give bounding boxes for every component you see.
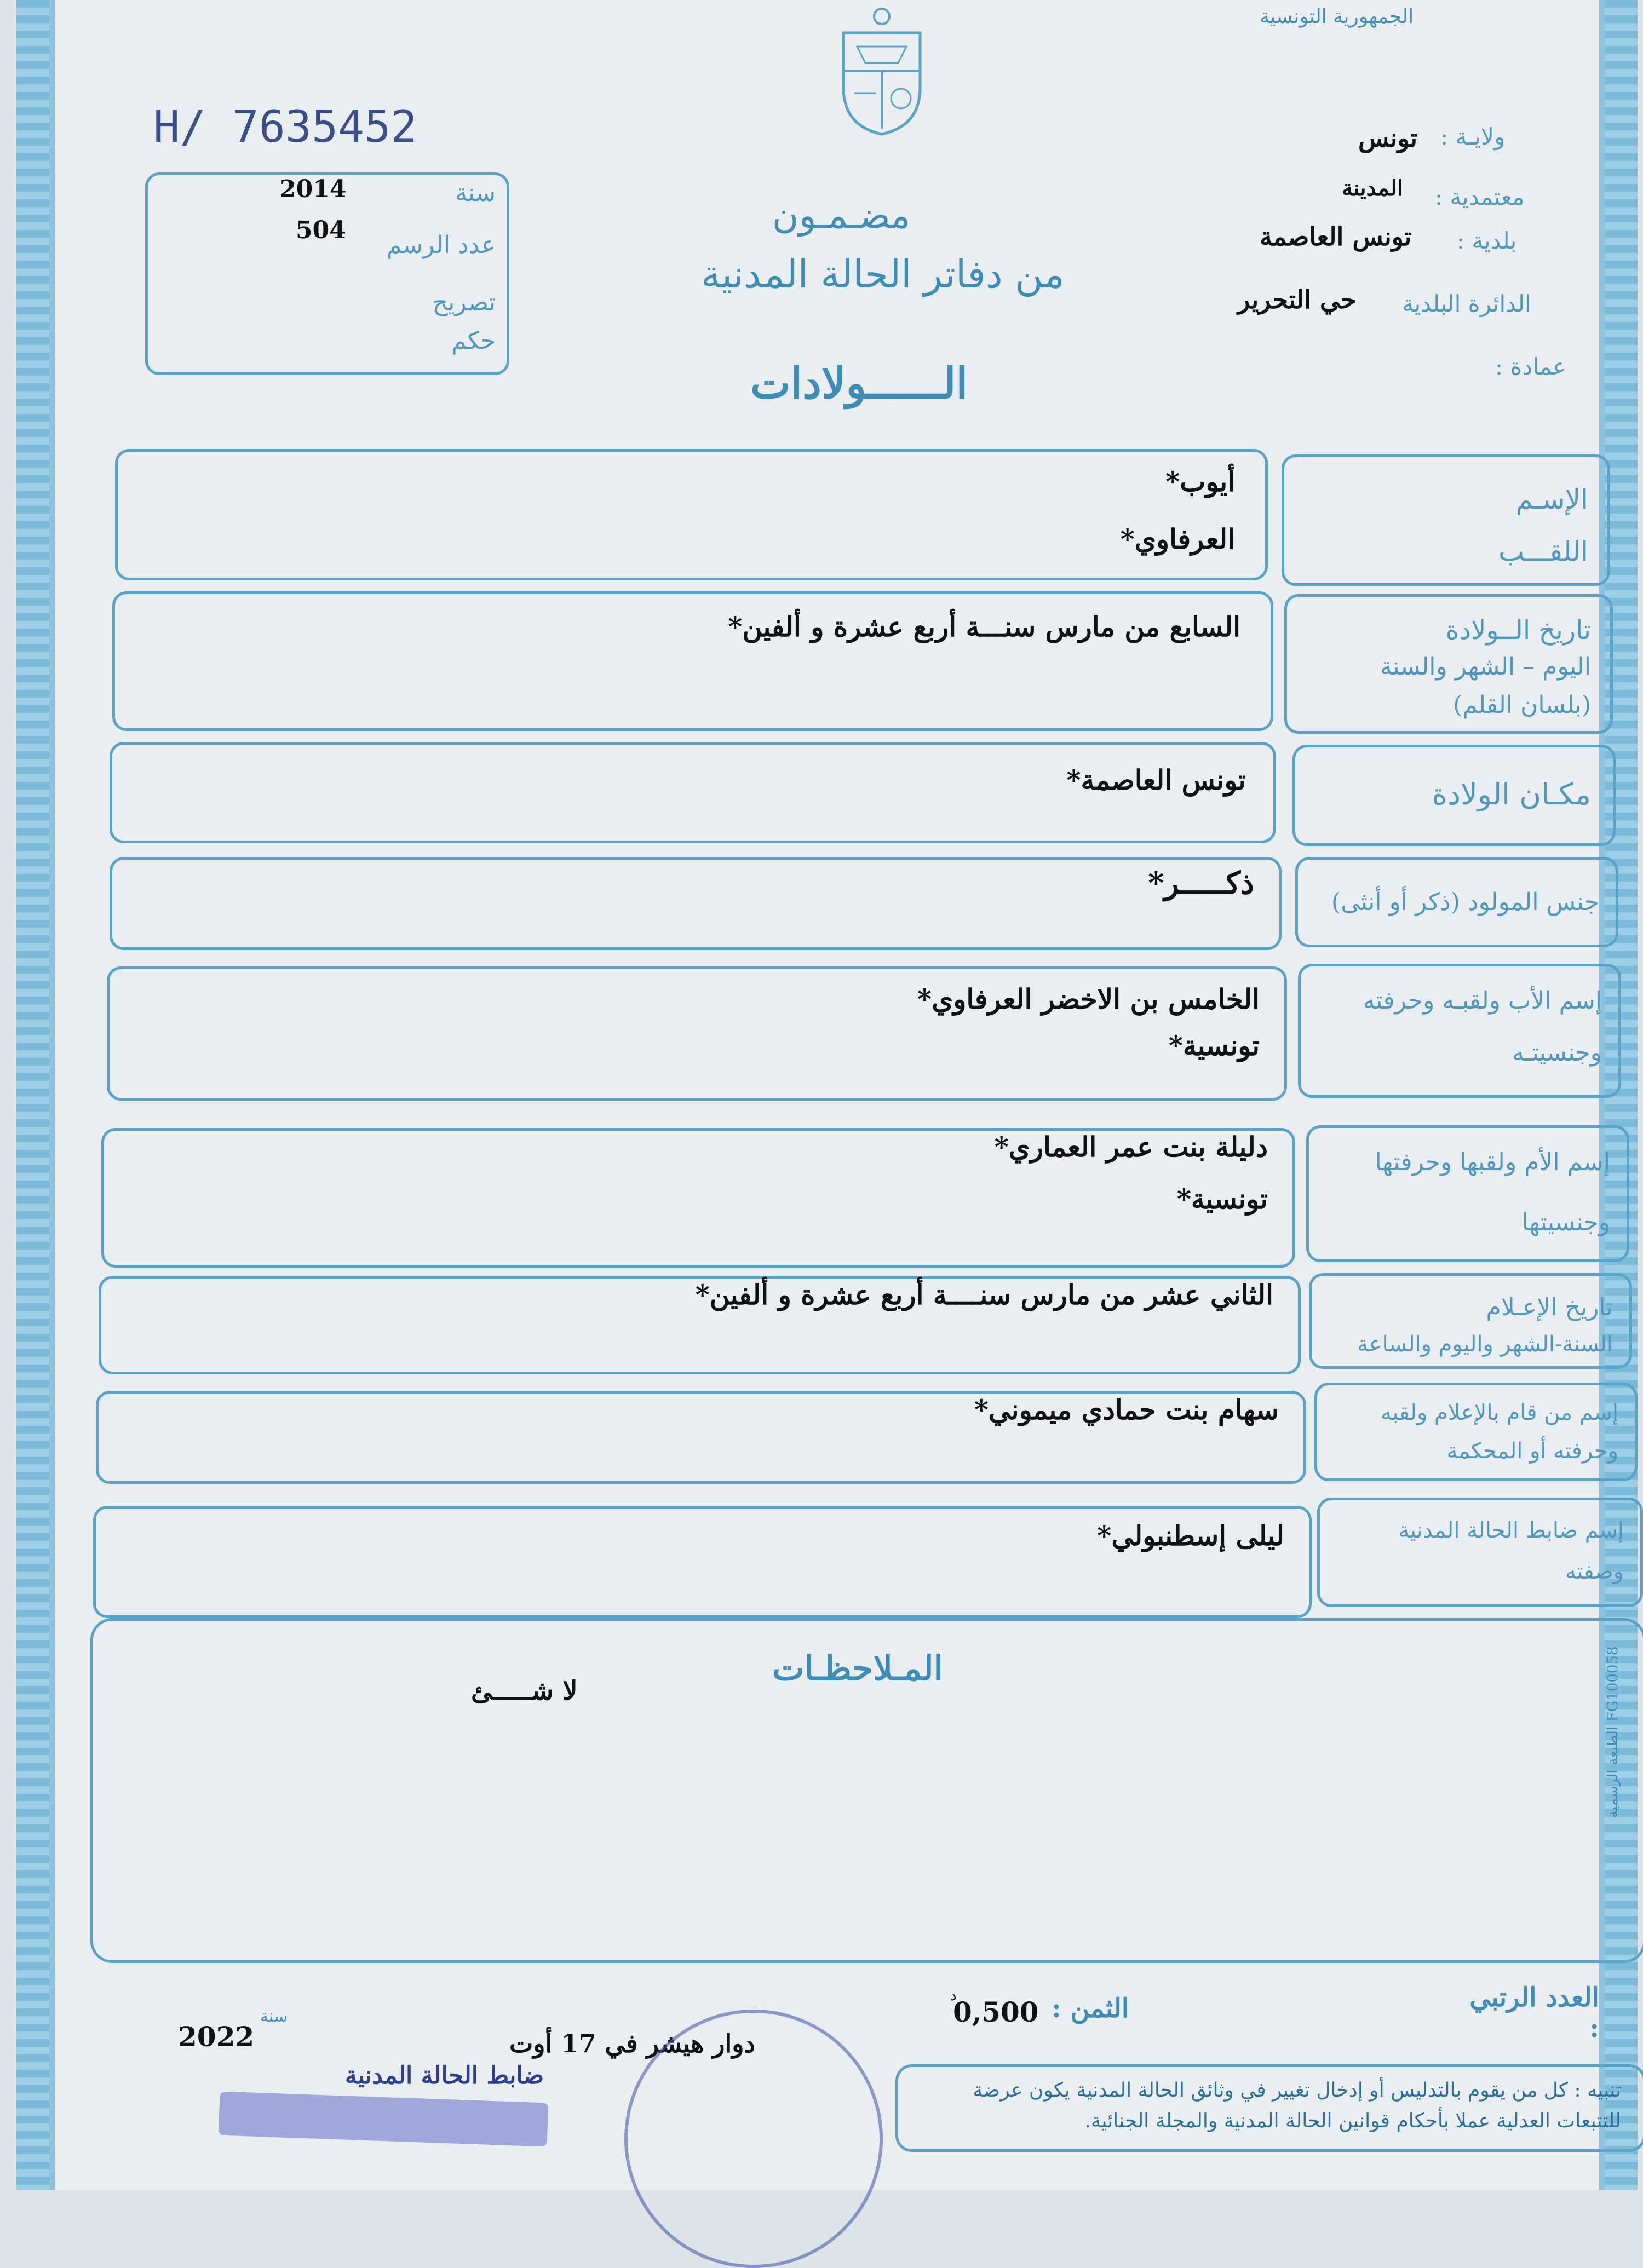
- father-label-box: [1298, 964, 1621, 1098]
- birth-place-value-box: [110, 742, 1276, 843]
- birth-date-label-box: [1284, 594, 1613, 734]
- birth-place-label: مكـان الولادة: [1432, 777, 1591, 811]
- official-round-stamp: [624, 2010, 883, 2268]
- delegation-label: معتمدية :: [1435, 183, 1525, 210]
- officer-value: ليلى إسطنبولي*: [1097, 1519, 1284, 1552]
- first-name-label: الإسـم: [1515, 483, 1588, 515]
- name-value-box: [115, 449, 1268, 580]
- last-name-label: اللقـــب: [1498, 536, 1588, 567]
- officer-label-box: [1317, 1498, 1643, 1607]
- price-value: 0,500: [953, 1996, 1039, 2028]
- issue-year-label: سنة: [260, 2007, 288, 2026]
- declarant-label-box: [1314, 1383, 1638, 1481]
- serial-label: العدد الرتبي :: [1469, 1982, 1599, 2043]
- registry-year-value: 2014: [279, 175, 347, 203]
- officer-value-box: [93, 1506, 1312, 1618]
- first-name-value: أيوب*: [1165, 465, 1235, 498]
- officer-sublabel: وصفته: [1565, 1559, 1624, 1584]
- delegation-value: المدينة: [1342, 175, 1404, 201]
- declarant-sublabel: وحرفته أو المحكمة: [1446, 1438, 1618, 1464]
- officer-stamp: [219, 2092, 548, 2147]
- declaration-date-value: الثاني عشر من مارس سنــــة أربع عشرة و ألفين*: [695, 1279, 1273, 1311]
- republic-label: الجمهورية التونسية: [1260, 5, 1414, 28]
- omda-label: عمادة :: [1495, 353, 1567, 380]
- gender-value: ذكـــــر*: [1148, 865, 1254, 901]
- issue-year-value: 2022: [178, 2021, 255, 2053]
- father-value-box: [107, 966, 1287, 1101]
- birth-date-words-label: (بلسان القلم): [1453, 691, 1591, 719]
- title-summary: مضـمـون: [772, 194, 910, 237]
- wilaya-value: تونس: [1358, 123, 1418, 153]
- father-name-value: الخامس بن الاخضر العرفاوي*: [917, 983, 1260, 1015]
- officer-signature-title: ضابط الحالة المدنية: [345, 2062, 544, 2089]
- declaration-date-label-box: [1309, 1273, 1632, 1369]
- birth-date-label: تاريخ الــولادة: [1445, 615, 1591, 646]
- birth-place-label-box: [1292, 745, 1616, 846]
- municipality-value: تونس العاصمة: [1260, 222, 1412, 251]
- remarks-value: لا شـــــئ: [471, 1676, 578, 1706]
- price-label: الثمن :: [1052, 1993, 1129, 2024]
- birth-certificate-document: [16, 0, 1638, 2190]
- birth-date-value-box: [112, 591, 1273, 731]
- notice-box: [895, 2064, 1643, 2152]
- coat-of-arms-icon: [832, 5, 931, 137]
- serial-number: H/ 7635452: [153, 101, 417, 152]
- district-value: حي التحرير: [1238, 285, 1357, 314]
- declarant-value-box: [96, 1391, 1306, 1484]
- gender-label: جنس المولود (ذكر أو أنثى): [1331, 888, 1599, 916]
- wilaya-label: ولايـة :: [1440, 123, 1506, 150]
- mother-label-box: [1306, 1125, 1629, 1262]
- declaration-date-label: تاريخ الإعـلام: [1486, 1293, 1613, 1321]
- notice-text: تنبيه : كل من يقوم بالتدليس أو إدخال تغيير في وثائق الحالة المدنية يكون عرضة للتتبعات العدلية عملا بأحكام قوانين الحالة المدنية والمجلة الجنائية.: [973, 2079, 1621, 2132]
- registry-box: [145, 172, 509, 375]
- left-border-pattern: [16, 0, 49, 2190]
- registry-number-value: 504: [296, 216, 346, 244]
- judgment-label: حكم: [451, 327, 496, 355]
- gender-label-box: [1295, 857, 1618, 947]
- mother-nationality-value: تونسية*: [1176, 1183, 1268, 1215]
- birth-date-value: السابع من مارس سنـــة أربع عشرة و ألفين*: [728, 611, 1240, 643]
- declaration-label: تصريح: [432, 289, 496, 316]
- officer-label: إسم ضابط الحالة المدنية: [1398, 1518, 1624, 1543]
- registry-year-label: سنة: [455, 179, 496, 207]
- mother-nationality-label: وجنسيتها: [1521, 1208, 1610, 1236]
- mother-name-value: دليلة بنت عمر العماري*: [994, 1131, 1268, 1163]
- declarant-value: سهام بنت حمادي ميموني*: [974, 1394, 1279, 1426]
- father-nationality-value: تونسية*: [1168, 1029, 1260, 1062]
- municipality-label: بلدية :: [1457, 227, 1517, 254]
- price-unit: د: [950, 1988, 957, 2004]
- title-civil-registry: من دفاتر الحالة المدنية: [701, 252, 1065, 297]
- declaration-date-value-box: [99, 1276, 1301, 1374]
- title-births: الــــــولادات: [750, 359, 968, 408]
- mother-label: إسم الأم ولقبها وحرفتها: [1375, 1148, 1610, 1176]
- mother-value-box: [101, 1128, 1295, 1268]
- father-label: إسم الأب ولقبـه وحرفته: [1363, 987, 1602, 1015]
- gender-value-box: [110, 857, 1282, 950]
- remarks-title: المـلاحظـات: [772, 1648, 943, 1688]
- name-label-box: [1282, 454, 1610, 586]
- remarks-box: [90, 1618, 1643, 1963]
- father-nationality-label: وجنسيتـه: [1512, 1039, 1602, 1067]
- birth-date-sublabel: اليوم – الشهر والسنة: [1380, 653, 1591, 681]
- birth-place-value: تونس العاصمة*: [1066, 764, 1246, 796]
- print-code: الطبعة الرسمية FG100058: [1605, 1646, 1621, 1818]
- declaration-date-sublabel: السنة-الشهر واليوم والساعة: [1357, 1332, 1613, 1357]
- declarant-label: إسم من قام بالإعلام ولقبه: [1381, 1400, 1618, 1425]
- last-name-value: العرفاوي*: [1120, 523, 1235, 555]
- registry-number-label: عدد الرسم: [387, 231, 496, 259]
- district-label: الدائرة البلدية: [1402, 290, 1531, 317]
- issue-place-date: دوار هيشر في 17 أوت: [509, 2029, 755, 2058]
